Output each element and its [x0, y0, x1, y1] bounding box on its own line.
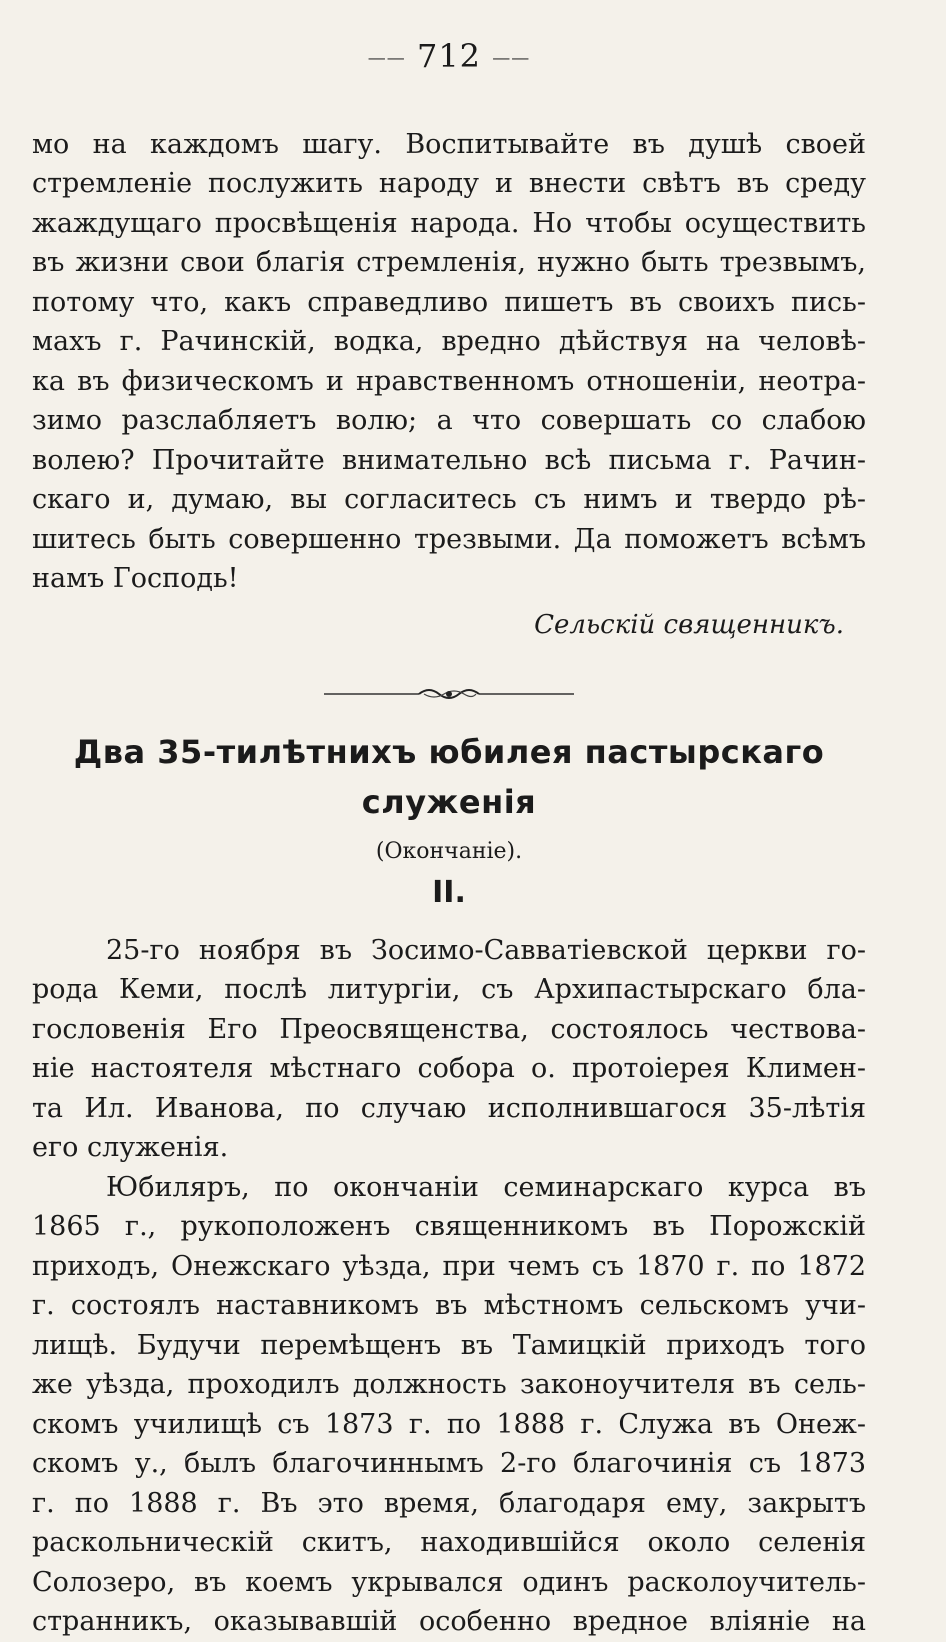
text-line: раскольническій скитъ, находившійся около селенія — [32, 1527, 866, 1558]
text-line: Юбиляръ, по окончаніи семинарскаго курса въ — [106, 1171, 866, 1203]
page-number-dash-right: —— — [492, 47, 531, 69]
text-line: волею? Прочитайте внимательно всѣ письма г. Рачин- — [32, 444, 866, 476]
text-line: приходъ, Онежскаго уѣзда, при чемъ съ 1870 г. по 1872 — [32, 1250, 866, 1282]
text-line: его служенія. — [32, 1132, 229, 1163]
article-paragraph-2 — [32, 1168, 866, 1642]
article-title-line: служенія — [361, 782, 537, 821]
text-line: шитесь быть совершенно трезвыми. Да поможетъ всѣмъ — [32, 523, 866, 555]
text-line: жаждущаго просвѣщенія народа. Но чтобы осуществить — [32, 207, 866, 239]
text-line: 1865 г., рукоположенъ священникомъ въ Порожскій — [32, 1211, 866, 1242]
text-line: скаго и, думаю, вы согласитесь съ нимъ и твердо рѣ- — [32, 484, 866, 515]
text-line: рода Кеми, послѣ литургіи, съ Архипастырскаго бла- — [32, 974, 866, 1005]
text-line: же уѣзда, проходилъ должность законоучителя въ сель- — [32, 1369, 866, 1400]
text-line: ніе настоятеля мѣстнаго собора о. протоіерея Климен- — [32, 1053, 866, 1084]
text-line: стремленіе послужить народу и внести свѣтъ въ среду — [32, 168, 866, 199]
section-number: II. — [432, 874, 466, 910]
top-paragraph — [32, 125, 866, 599]
text-line: махъ г. Рачинскій, водка, вредно дѣйствуя на человѣ- — [32, 326, 866, 357]
text-line: та Ил. Иванова, по случаю исполнившагося 35-лѣтія — [32, 1092, 866, 1124]
article-title — [32, 727, 866, 827]
text-line: Солозеро, въ коемъ укрывался одинъ расколоучитель- — [32, 1566, 866, 1598]
text-line: 25-го ноября въ Зосимо-Савватіевской церкви го- — [106, 934, 866, 966]
article-paragraph-1 — [32, 931, 866, 1168]
page-number-dash-left: —— — [367, 47, 406, 69]
text-line: скомъ у., былъ благочиннымъ 2-го благочинія съ 1873 — [32, 1448, 866, 1479]
signature: Сельскій священникъ. — [534, 609, 844, 640]
text-line: въ жизни свои благія стремленія, нужно быть трезвымъ, — [32, 247, 866, 278]
text-line: г. состоялъ наставникомъ въ мѣстномъ сельскомъ учи- — [32, 1290, 866, 1321]
text-line: зимо разслабляетъ волю; а что совершать со слабою — [32, 405, 866, 436]
text-line: мо на каждомъ шагу. Воспитывайте въ душѣ своей — [32, 128, 866, 160]
ornament-divider-icon — [324, 685, 574, 703]
article-subtitle: (Окончаніе). — [375, 838, 523, 864]
text-line: гословенія Его Преосвященства, состоялось чествова- — [32, 1013, 866, 1045]
text-line: намъ Господь! — [32, 563, 239, 594]
article-title-line: Два 35-тилѣтнихъ юбилея пастырскаго — [73, 732, 825, 771]
text-line: г. по 1888 г. Въ это время, благодаря ему, закрытъ — [32, 1487, 866, 1519]
text-line: странникъ, оказывавшій особенно вредное вліяніе на — [32, 1606, 866, 1637]
text-line: ка въ физическомъ и нравственномъ отношеніи, неотра- — [32, 365, 866, 397]
page-number-value: 712 — [416, 37, 482, 75]
page-number — [32, 38, 866, 77]
text-line: скомъ училищѣ съ 1873 г. по 1888 г. Служа въ Онеж- — [32, 1408, 866, 1440]
text-line: потому что, какъ справедливо пишетъ въ своихъ пись- — [32, 286, 866, 318]
text-line: лищѣ. Будучи перемѣщенъ въ Тамицкій приходъ того — [32, 1329, 866, 1361]
